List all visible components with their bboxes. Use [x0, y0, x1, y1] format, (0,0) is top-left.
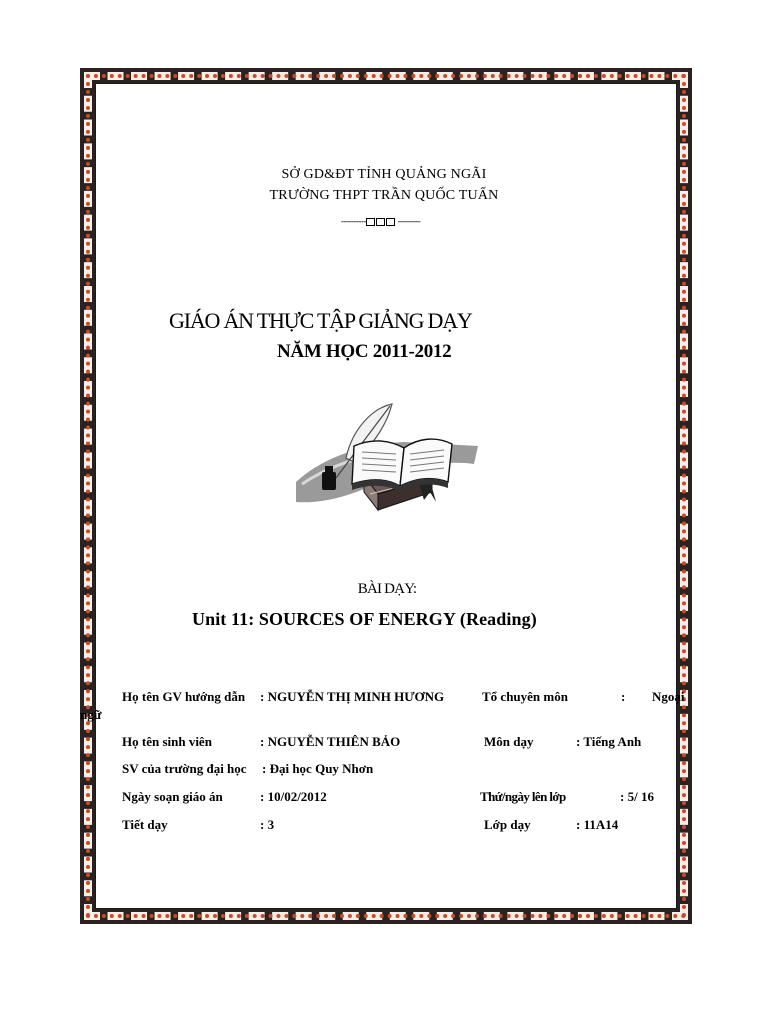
class-value: : 11A14 — [576, 817, 619, 832]
period-value: : 3 — [260, 817, 275, 832]
subject-label: Môn dạy — [484, 734, 534, 749]
prep-date-label: Ngày soạn giáo án — [122, 789, 223, 804]
lesson-title: Unit 11: SOURCES OF ENERGY (Reading) — [192, 609, 537, 629]
separator-box-icon — [386, 218, 395, 226]
department-value: Ngoại — [652, 689, 685, 704]
prep-date-value: : 10/02/2012 — [260, 789, 327, 804]
department-name: SỞ GD&ĐT TỈNH QUẢNG NGÃI — [281, 167, 487, 182]
class-label: Lớp dạy — [484, 817, 531, 832]
separator-dashes-left: ---------- — [341, 216, 366, 226]
separator-dashes-right: --------- — [397, 216, 421, 226]
lesson-plan-title: GIÁO ÁN THỰC TẬP GIẢNG DẠY — [169, 308, 472, 333]
school-name: TRƯỜNG THPT TRẦN QUỐC TUẤN — [269, 188, 499, 203]
separator-box-icon — [366, 218, 375, 226]
student-label: Họ tên sinh viên — [122, 734, 212, 749]
period-label: Tiết dạy — [122, 817, 168, 832]
lesson-label: BÀI DẠY: — [357, 581, 417, 597]
guide-teacher-value: : NGUYỄN THỊ MINH HƯƠNG — [260, 689, 445, 704]
department-value-wrap: ngữ — [80, 707, 102, 722]
teach-date-value: : 5/ 16 — [620, 789, 654, 804]
subject-value: : Tiếng Anh — [576, 734, 642, 749]
university-value: : Đại học Quy Nhơn — [262, 761, 374, 776]
header-separator — [341, 216, 420, 226]
department-label: Tổ chuyên môn — [482, 689, 568, 704]
university-label: SV của trường đại học — [122, 761, 247, 776]
separator-box-icon — [376, 218, 385, 226]
department-colon: : — [621, 689, 626, 704]
teach-date-label: Thứ/ngày lên lớp — [480, 789, 566, 804]
open-book-quill-inkwell-icon — [292, 400, 478, 518]
guide-teacher-label: Họ tên GV hướng dẫn — [122, 689, 246, 704]
student-value: : NGUYỄN THIÊN BẢO — [260, 734, 401, 749]
school-year: NĂM HỌC 2011-2012 — [277, 341, 452, 362]
